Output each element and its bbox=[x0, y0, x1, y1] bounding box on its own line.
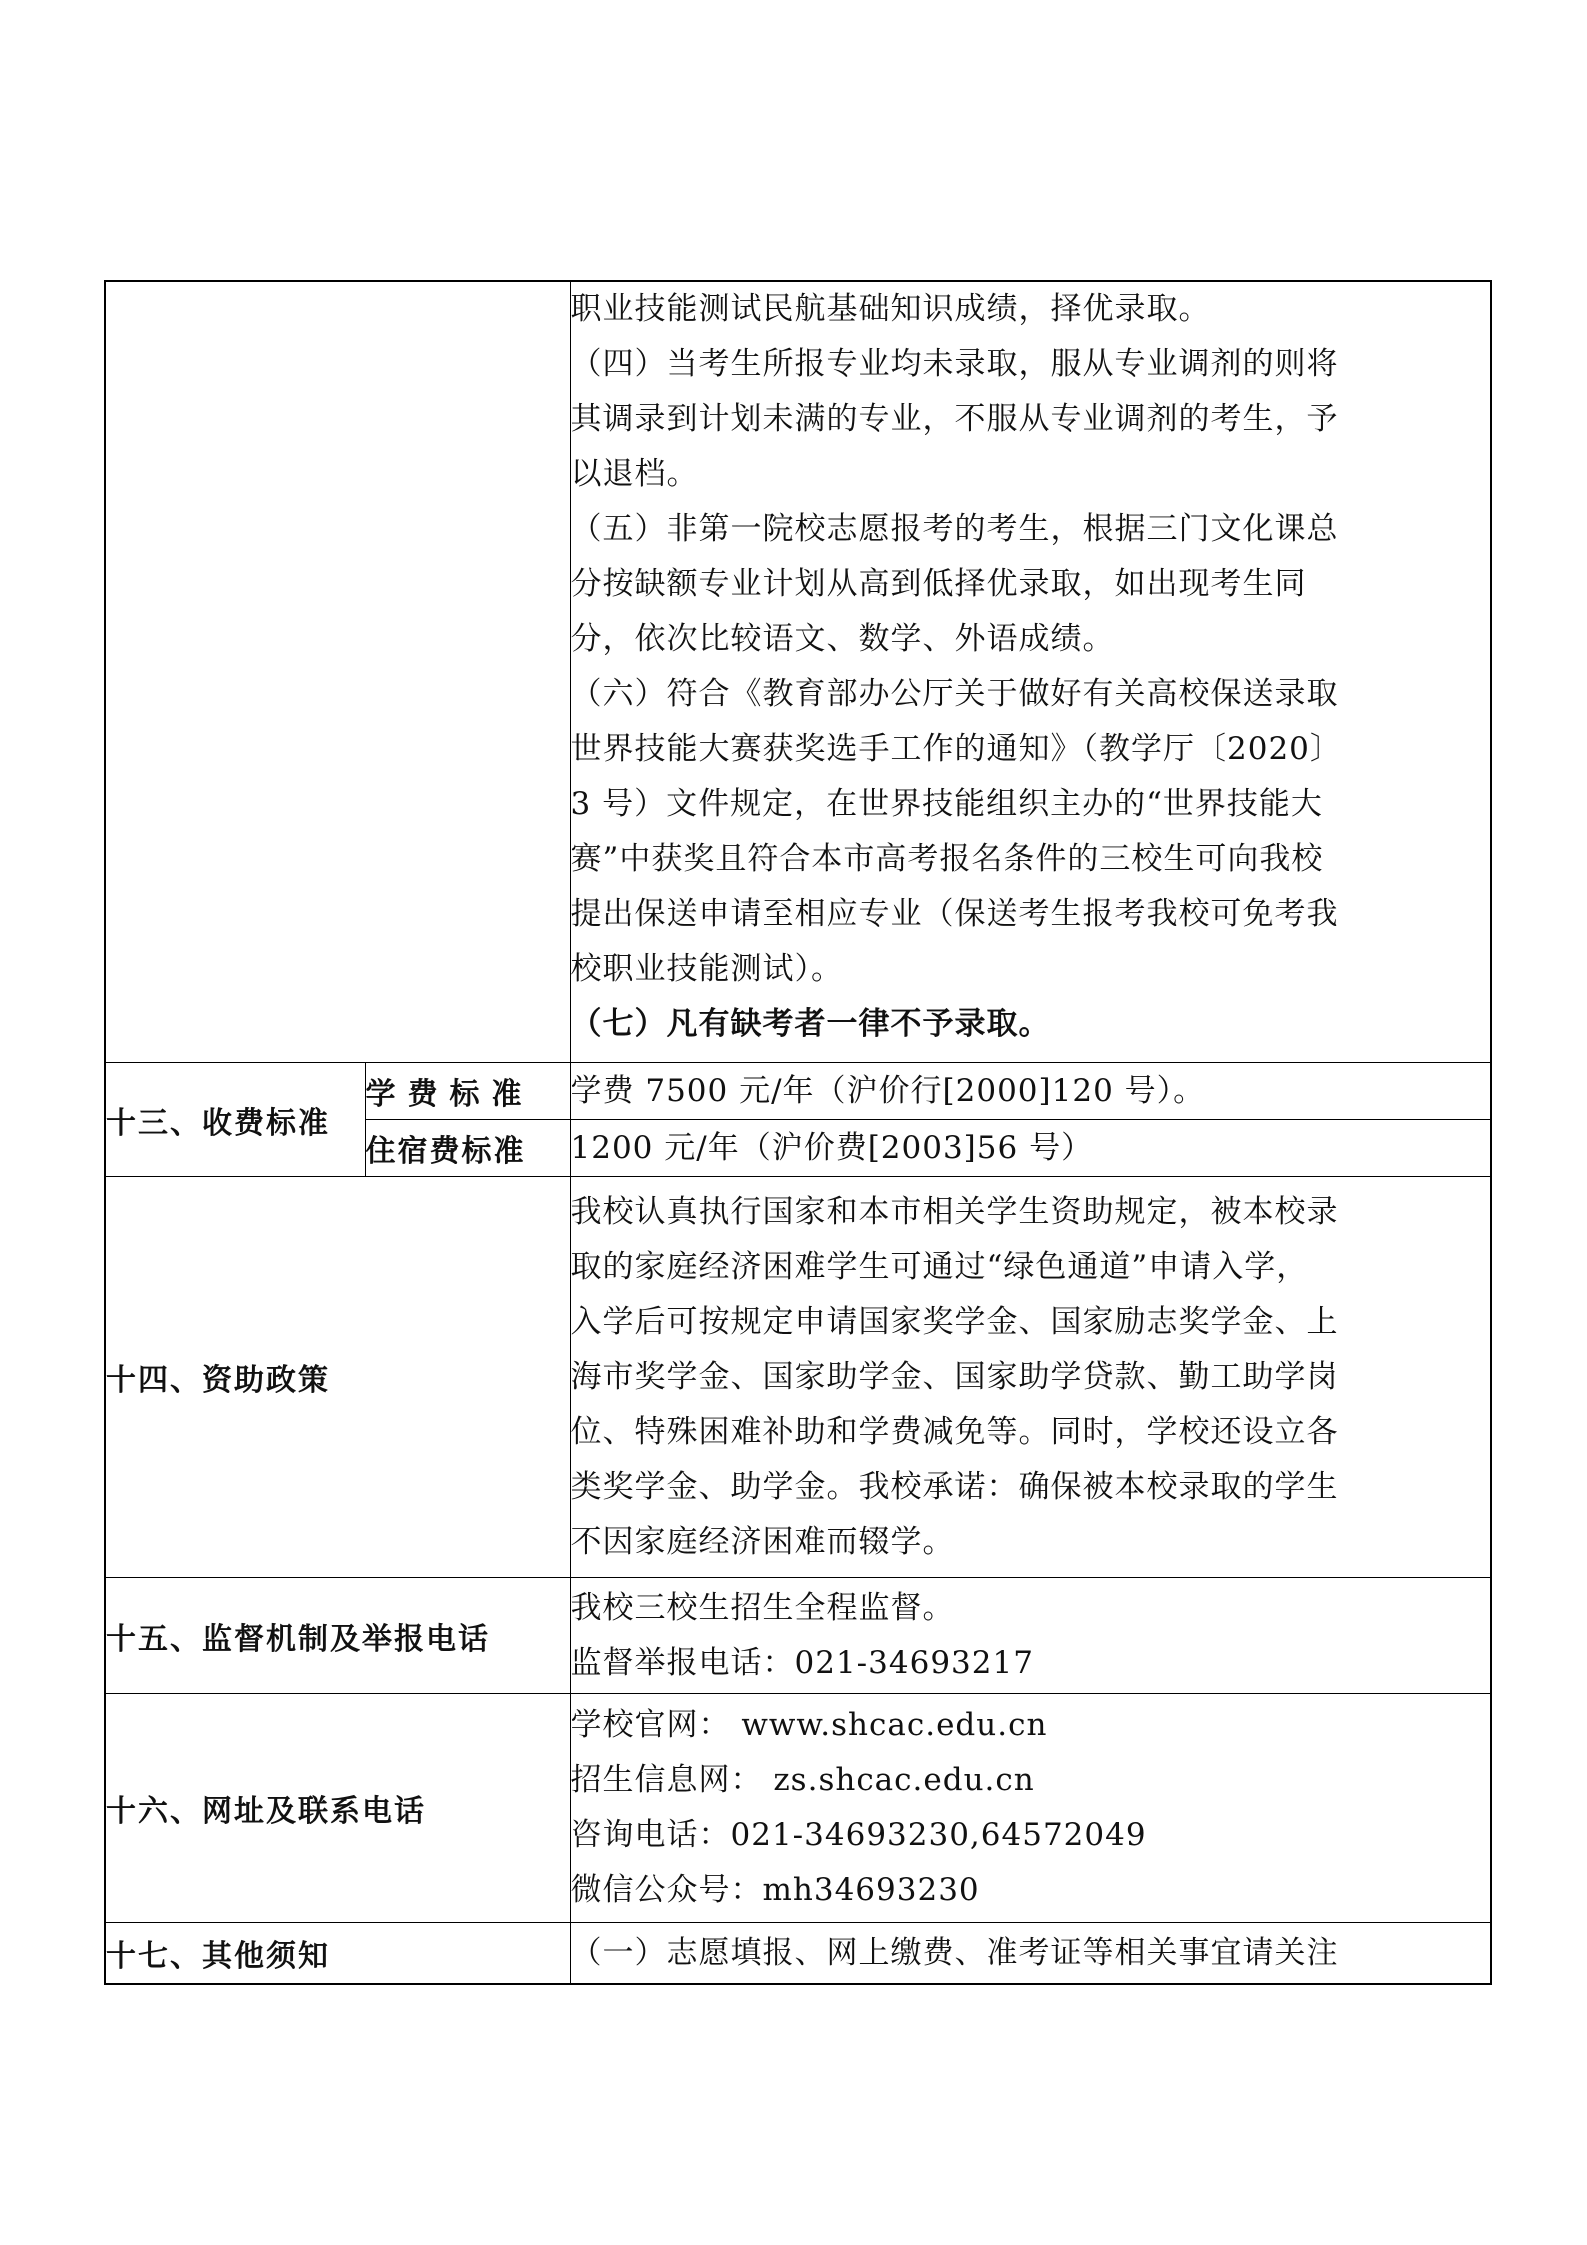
aid-label: 十四、资助政策 bbox=[105, 1177, 570, 1578]
admission-info-table bbox=[104, 280, 1492, 1985]
tuition-value: 学费 7500 元/年（沪价行[2000]120 号）。 bbox=[570, 1072, 1206, 1109]
admission-rule-line: 其调录到计划未满的专业，不服从专业调剂的考生，予 bbox=[570, 401, 1339, 437]
web-contact-content bbox=[570, 1694, 1491, 1923]
aid-line: 海市奖学金、国家助学金、国家助学贷款、勤工助学岗 bbox=[570, 1358, 1339, 1395]
other-notes-content bbox=[570, 1923, 1491, 1985]
other-notes-label: 十七、其他须知 bbox=[105, 1923, 570, 1985]
tuition-value-cell bbox=[570, 1063, 1491, 1120]
aid-line: 类奖学金、助学金。我校承诺：确保被本校录取的学生 bbox=[570, 1468, 1339, 1505]
housing-value-cell bbox=[570, 1120, 1491, 1177]
admission-rule-line: 分按缺额专业计划从高到低择优录取，如出现考生同 bbox=[570, 566, 1307, 602]
admission-rules-content bbox=[570, 281, 1491, 1063]
other-note-line: （一）志愿填报、网上缴费、准考证等相关事宜请关注 bbox=[570, 1934, 1339, 1971]
admission-rules-label-cell bbox=[105, 281, 570, 1063]
supervision-row bbox=[105, 1578, 1491, 1694]
admission-rules-row bbox=[105, 281, 1491, 1063]
web-contact-row bbox=[105, 1694, 1491, 1923]
aid-line: 不因家庭经济困难而辍学。 bbox=[570, 1523, 955, 1560]
admission-rule-line: 校职业技能测试）。 bbox=[570, 951, 843, 987]
admission-rule-line: 提出保送申请至相应专业（保送考生报考我校可免考我 bbox=[570, 896, 1339, 932]
admission-rule-line: 赛”中获奖且符合本市高考报名条件的三校生可向我校 bbox=[570, 841, 1324, 877]
tuition-label: 学费标准 bbox=[365, 1063, 570, 1120]
aid-line: 我校认真执行国家和本市相关学生资助规定，被本校录 bbox=[570, 1193, 1339, 1230]
other-notes-row bbox=[105, 1923, 1491, 1985]
fees-label: 十三、收费标准 bbox=[105, 1063, 365, 1177]
school-website-line: 学校官网： www.shcac.edu.cn bbox=[570, 1707, 1048, 1743]
admission-rule-line: （五）非第一院校志愿报考的考生，根据三门文化课总 bbox=[570, 511, 1339, 547]
wechat-account-line: 微信公众号：mh34693230 bbox=[570, 1872, 980, 1908]
admission-rule-line: 3 号）文件规定，在世界技能组织主办的“世界技能大 bbox=[570, 786, 1323, 822]
report-phone-line: 监督举报电话：021-34693217 bbox=[570, 1644, 1034, 1681]
admission-rule-line: 分，依次比较语文、数学、外语成绩。 bbox=[570, 621, 1115, 657]
housing-value: 1200 元/年（沪价费[2003]56 号） bbox=[570, 1129, 1094, 1166]
consult-phone-line: 咨询电话：021-34693230,64572049 bbox=[570, 1817, 1147, 1853]
admission-rule-line: 以退档。 bbox=[570, 456, 699, 492]
tuition-row bbox=[105, 1063, 1491, 1120]
admission-rule-line: 世界技能大赛获奖选手工作的通知》（教学厅〔2020〕 bbox=[570, 731, 1342, 767]
admission-website-line: 招生信息网： zs.shcac.edu.cn bbox=[570, 1762, 1035, 1798]
aid-line: 入学后可按规定申请国家奖学金、国家励志奖学金、上 bbox=[570, 1303, 1339, 1340]
aid-line: 取的家庭经济困难学生可通过“绿色通道”申请入学， bbox=[570, 1248, 1309, 1285]
absence-rule-line: （七）凡有缺考者一律不予录取。 bbox=[570, 1006, 1051, 1042]
aid-row bbox=[105, 1177, 1491, 1578]
admission-rule-line: （六）符合《教育部办公厅关于做好有关高校保送录取 bbox=[570, 676, 1339, 712]
supervision-label: 十五、监督机制及举报电话 bbox=[105, 1578, 570, 1694]
supervision-line: 我校三校生招生全程监督。 bbox=[570, 1589, 955, 1626]
aid-line: 位、特殊困难补助和学费减免等。同时，学校还设立各 bbox=[570, 1413, 1339, 1450]
admission-rule-line: （四）当考生所报专业均未录取，服从专业调剂的则将 bbox=[570, 346, 1339, 382]
admission-rule-line: 职业技能测试民航基础知识成绩，择优录取。 bbox=[570, 291, 1211, 327]
aid-content bbox=[570, 1177, 1491, 1578]
web-contact-label: 十六、网址及联系电话 bbox=[105, 1694, 570, 1923]
housing-label: 住宿费标准 bbox=[365, 1120, 570, 1177]
supervision-content bbox=[570, 1578, 1491, 1694]
